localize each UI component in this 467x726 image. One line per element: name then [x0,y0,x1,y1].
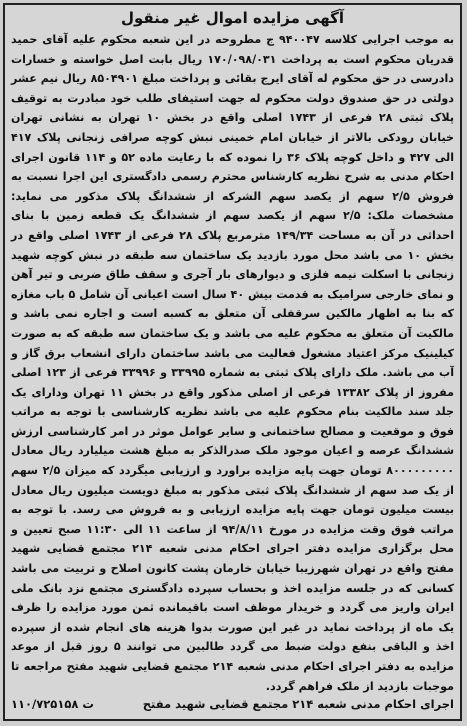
auction-notice [3,3,462,721]
footer-code: ت ۱۱۰/۷۲۵۱۵۸ [11,697,94,711]
footer-signature: اجرای احکام مدنی شعبه ۲۱۴ مجتمع قضایی شهید مفتح [142,697,454,711]
notice-body: به موجب اجرایی کلاسه ۹۴۰۰۴۷ ج مطروحه در این شعبه محکوم علیه آقای حمید قدریان محکوم است به پرداخت ۱۷۰/۰۹۸/۰۳۱ ریال بابت اصل خواسته و خسارات دادرسی در حق محکوم له آقای ایرج بقائی و پرداخت مبلغ ۸۵۰۴۹۰۱ ریال نیم عشر دولتی در حق صندوق دولت محکوم له جهت استیفای طلب خود مبادرت به توقیف پلاک ثبتی ۲۸ فرعی از ۱۷۴۳ اصلی واقع در بخش ۱۰ تهران به نشانی تهران خیابان رودکی بالاتر از خیابان امام خمینی نبش کوچه صرافی زنجانی پلاک ۴۱۷ الی ۴۲۷ و داخل کوچه پلاک ۳۶ را نموده که با رعایت ماده ۵۲ و ۱۱۴ قانون اجرای احکام مدنی به شرح نظریه کارشناس محترم رسمی دادگستری این اجرا نسبت به فروش ۲/۵ سهم از یکصد سهم الشرکه از ششدانگ پلاک مذکور می نماید: مشخصات ملک: ۲/۵ سهم از یکصد سهم از ششدانگ یک قطعه زمین با بنای احداثی در آن به مساحت ۱۴۹/۳۴ مترمربع پلاک ۲۸ فرعی از ۱۷۴۳ اصلی واقع در بخش ۱۰ می باشد محل مورد بازدید یک ساختمان سه طبقه در نبش کوچه شهید زنجانی با اسکلت نیمه فلزی و دیوارهای بار آجری و سقف طاق ضربی و تیر آهن و نمای خارجی سرامیک به قدمت بیش ۴۰ سال است اعیانی آن شامل ۵ باب مغازه که بنا به اظهار مالکین سرقفلی آن متعلق به کسبه است و اجاره نمی باشد و مالکیت آن متعلق به محکوم علیه می باشد و یک ساختمان سه طبقه که به صورت کیلینیک مرکز اعتیاد مشغول فعالیت می باشد ساختمان دارای انشعاب برق گاز و آب می باشد. ملک دارای پلاک ثبتی به شماره ۳۳۹۹۵ و ۳۳۹۹۶ فرعی از ۱۲۳ اصلی مفروز از پلاک ۱۳۳۸۲ فرعی از اصلی مذکور واقع در بخش ۱۱ تهران ودارای یک جلد سند مالکیت بنام محکوم علیه می باشد نظریه کارشناسی با توجه به مراتب فوق و موقعیت و مصالح ساختمانی و سایر عوامل موثر در امر کارشناسی ارزش ششدانگ عرصه و اعیان موجود ملک صدرالذکر به مبلغ هشت میلیارد ریال معادل ۸۰۰۰۰۰۰۰۰۰ تومان جهت پایه مزایده براورد و ارزیابی میگردد که میزان ۲/۵ سهم از یک صد سهم از ششدانگ پلاک ثبتی مذکور به مبلغ دویست میلیون ریال معادل بیست میلیون تومان جهت پایه مزایده ارزیابی و به فروش می رسد. با توجه به مراتب فوق وقت مزایده در مورخ ۹۴/۸/۱۱ از ساعت ۱۱ الی ۱۱:۳۰ صبح تعیین و محل برگزاری مزایده دفتر اجرای احکام مدنی شعبه ۲۱۴ مجتمع قضایی شهید مفتح واقع در تهران شهرزیبا خیابان خارمان پشت کانون اصلاح و تربیت می باشد کسانی که در جلسه مزایده اخذ و بحساب سپرده دادگستری مجتمع نزد بانک ملی ایران واریز می گردد و خریدار موظف است باقیمانده ثمن مورد مزایده را ظرف یک ماه از پرداخت نماید در غیر این صورت بدوا هزینه های انجام شده از سپرده اخذ و الباقی بنفع دولت ضبط می گردد طالبین می توانند ۵ روز قبل از موعد مزایده به دفتر اجرای احکام مدنی شعبه ۲۱۴ مجتمع قضایی شهید مفتح مراجعه تا موجبات بازدید از ملک فراهم گردد. [11,33,455,693]
notice-title: آگهی مزایده اموال غیر منقول [120,9,345,27]
notice-footer [11,693,454,715]
